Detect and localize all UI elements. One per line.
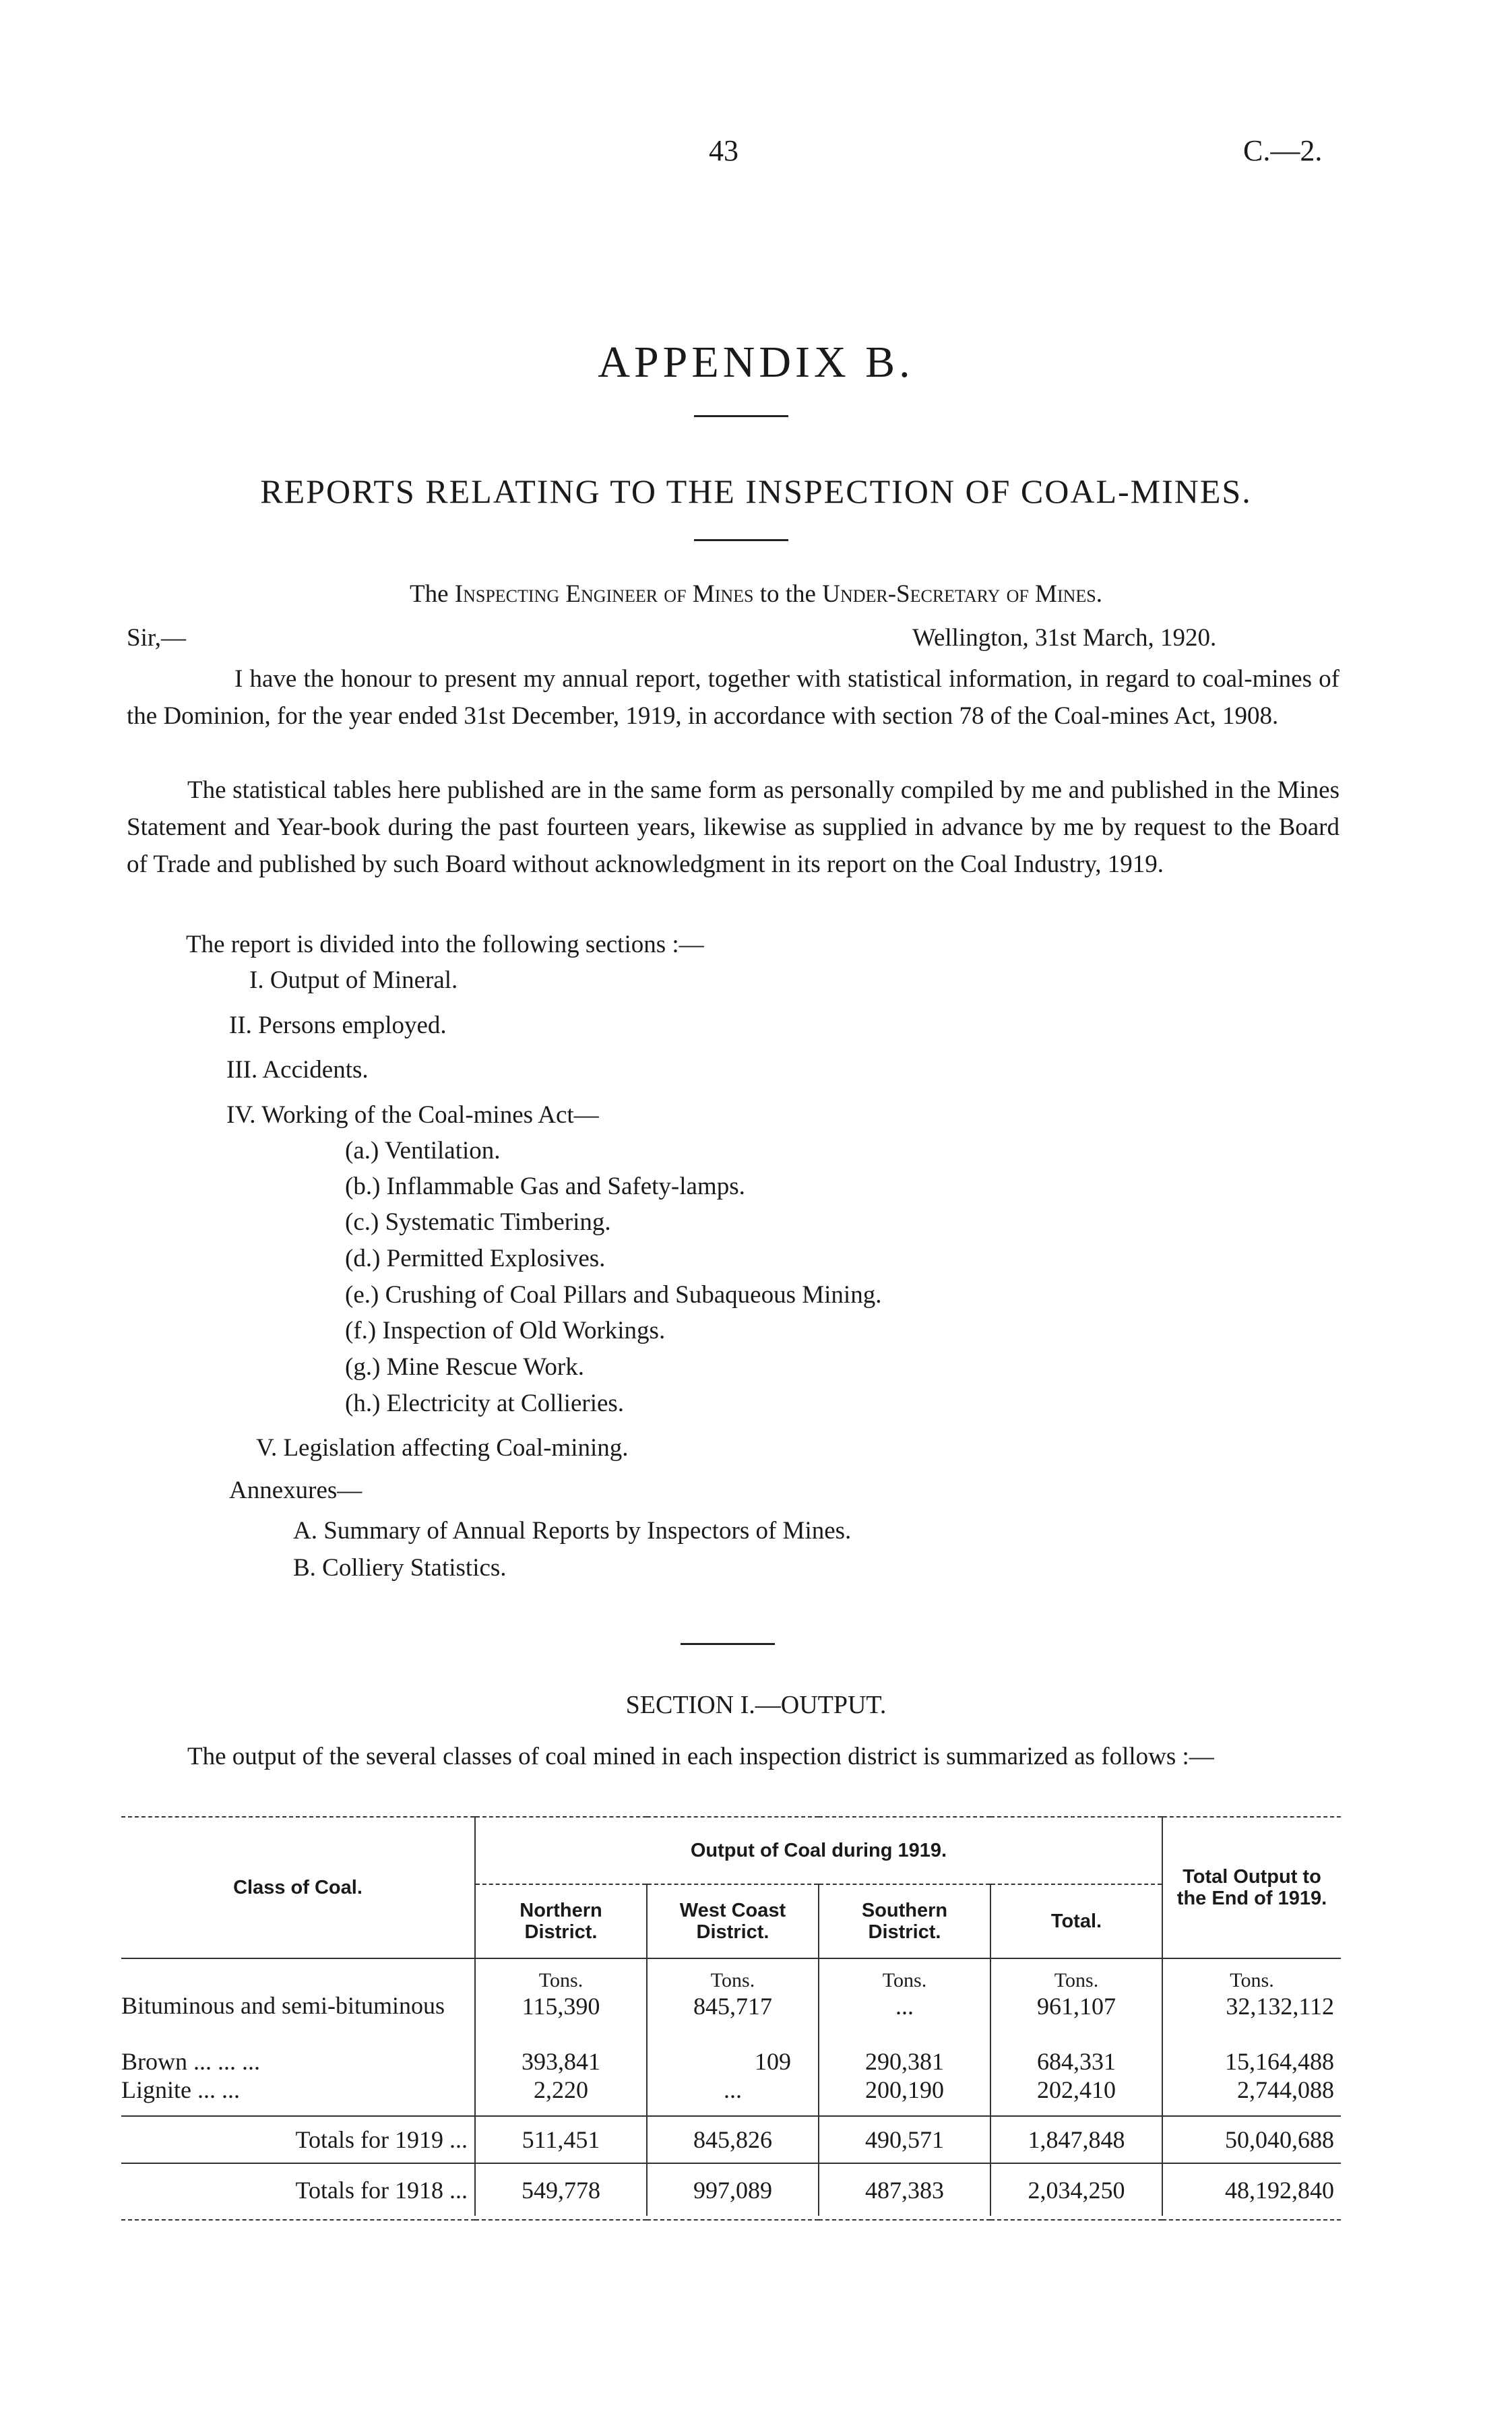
- totals-southern: 490,571: [819, 2116, 990, 2163]
- section-item-1: I. Output of Mineral.: [249, 966, 458, 994]
- totals-total: 2,034,250: [990, 2163, 1162, 2216]
- annexures-label: Annexures—: [229, 1477, 363, 1504]
- totals-label: Totals for 1918 ...: [121, 2163, 475, 2216]
- paragraph-1: I have the honour to present my annual report, together with statistical information, in regard to coal-mines of the Dominion, for the year ended 31st December, 1919, in accordance with section 78 of the Coal-mines Act, 1908.: [127, 665, 1340, 730]
- annexure-item-a: A. Summary of Annual Reports by Inspectors of Mines.: [293, 1517, 852, 1545]
- westcoast-header: West Coast District.: [647, 1884, 819, 1958]
- subsection-item-b: (b.) Inflammable Gas and Safety-lamps.: [345, 1173, 745, 1200]
- southern-header: Southern District.: [819, 1884, 990, 1958]
- totals-total-end: 48,192,840: [1162, 2163, 1341, 2216]
- row-northern: 115,390: [475, 1992, 647, 2047]
- section-intro: The output of the several classes of coal mined in each inspection district is summarized as follows :—: [187, 1743, 1214, 1770]
- section-item-3: III. Accidents.: [226, 1056, 369, 1084]
- table-row: [121, 2047, 1341, 2076]
- section-item-4: IV. Working of the Coal-mines Act—: [226, 1101, 599, 1129]
- table-bottom-rule: [121, 2216, 1341, 2220]
- totals-label: Totals for 1919 ...: [121, 2116, 475, 2163]
- totals-total-end: 50,040,688: [1162, 2116, 1341, 2163]
- row-westcoast: 845,717: [647, 1992, 819, 2047]
- row-total: 961,107: [990, 1992, 1162, 2047]
- row-total-end: 32,132,112: [1162, 1992, 1341, 2047]
- salutation: Sir,—: [127, 624, 186, 652]
- totals-row: [121, 2116, 1341, 2163]
- section-rule: [681, 1643, 775, 1645]
- unit-total: Tons.: [990, 1958, 1162, 1992]
- row-label: Bituminous and semi-bituminous: [121, 1992, 445, 2019]
- table-row: [121, 2076, 1341, 2116]
- address-end: .: [1096, 580, 1102, 608]
- annexure-item-b: B. Colliery Statistics.: [293, 1554, 507, 1582]
- address-line: [0, 580, 1512, 609]
- totals-northern: 549,778: [475, 2163, 647, 2216]
- dateline: Wellington, 31st March, 1920.: [912, 624, 1217, 652]
- subsection-item-c: (c.) Systematic Timbering.: [345, 1208, 611, 1236]
- address-to: Under-Secretary of Mines: [822, 580, 1096, 608]
- subsection-item-h: (h.) Electricity at Collieries.: [345, 1390, 625, 1417]
- row-southern: ...: [819, 1992, 990, 2047]
- subsection-item-g: (g.) Mine Rescue Work.: [345, 1353, 584, 1381]
- totals-northern: 511,451: [475, 2116, 647, 2163]
- unit-row-label: [121, 1958, 475, 1992]
- unit-total-end: Tons.: [1162, 1958, 1341, 1992]
- unit-northern: Tons.: [475, 1958, 647, 1992]
- row-southern: 290,381: [819, 2047, 990, 2076]
- document-code: C.—2.: [1243, 134, 1323, 167]
- row-northern: 393,841: [475, 2047, 647, 2076]
- subsection-item-d: (d.) Permitted Explosives.: [345, 1245, 606, 1272]
- row-northern: 2,220: [475, 2076, 647, 2116]
- appendix-title: APPENDIX B.: [598, 338, 914, 387]
- subtitle-rule: [694, 539, 788, 541]
- total-header: Total.: [990, 1884, 1162, 1958]
- paragraph-2: The statistical tables here published are in the same form as personally compiled by me and published in the Mines Statement and Year-book during the past fourteen years, likewise as supplied in advance by me by request to the Board of Trade and published by such Board without acknowledgment in its report on the Coal Industry, 1919.: [127, 776, 1340, 878]
- title-rule: [694, 415, 788, 417]
- row-label: Brown ... ... ...: [121, 2048, 260, 2075]
- unit-westcoast: Tons.: [647, 1958, 819, 1992]
- total-end-header: Total Output to the End of 1919.: [1162, 1817, 1341, 1958]
- subsection-item-a: (a.) Ventilation.: [345, 1137, 501, 1165]
- row-westcoast: ...: [647, 2076, 819, 2116]
- totals-total: 1,847,848: [990, 2116, 1162, 2163]
- output-table: [121, 1815, 1341, 2221]
- report-subtitle: REPORTS RELATING TO THE INSPECTION OF COAL-MINES.: [260, 472, 1252, 510]
- section-item-2: II. Persons employed.: [229, 1012, 447, 1039]
- row-total-end: 15,164,488: [1162, 2047, 1341, 2076]
- row-southern: 200,190: [819, 2076, 990, 2116]
- row-total: 684,331: [990, 2047, 1162, 2076]
- group-header: Output of Coal during 1919.: [475, 1817, 1162, 1884]
- row-total: 202,410: [990, 2076, 1162, 2116]
- paragraph-3: The report is divided into the following sections :—: [186, 931, 704, 958]
- row-westcoast: 109: [647, 2047, 819, 2076]
- class-header: Class of Coal.: [233, 1877, 363, 1898]
- unit-southern: Tons.: [819, 1958, 990, 1992]
- table-row: [121, 1992, 1341, 2047]
- totals-westcoast: 845,826: [647, 2116, 819, 2163]
- page-number: 43: [709, 134, 738, 167]
- totals-westcoast: 997,089: [647, 2163, 819, 2216]
- northern-header: Northern District.: [475, 1884, 647, 1958]
- subsection-item-e: (e.) Crushing of Coal Pillars and Subaqueous Mining.: [345, 1281, 882, 1309]
- totals-row: [121, 2163, 1341, 2216]
- address-from: Inspecting Engineer of Mines: [454, 580, 754, 608]
- section-item-5: V. Legislation affecting Coal-mining.: [256, 1434, 629, 1462]
- address-the: The: [410, 580, 449, 608]
- row-total-end: 2,744,088: [1162, 2076, 1341, 2116]
- section-heading: SECTION I.—OUTPUT.: [625, 1691, 887, 1719]
- subsection-item-f: (f.) Inspection of Old Workings.: [345, 1317, 666, 1344]
- totals-southern: 487,383: [819, 2163, 990, 2216]
- row-label: Lignite ... ...: [121, 2076, 240, 2103]
- address-mid: to the: [759, 580, 816, 608]
